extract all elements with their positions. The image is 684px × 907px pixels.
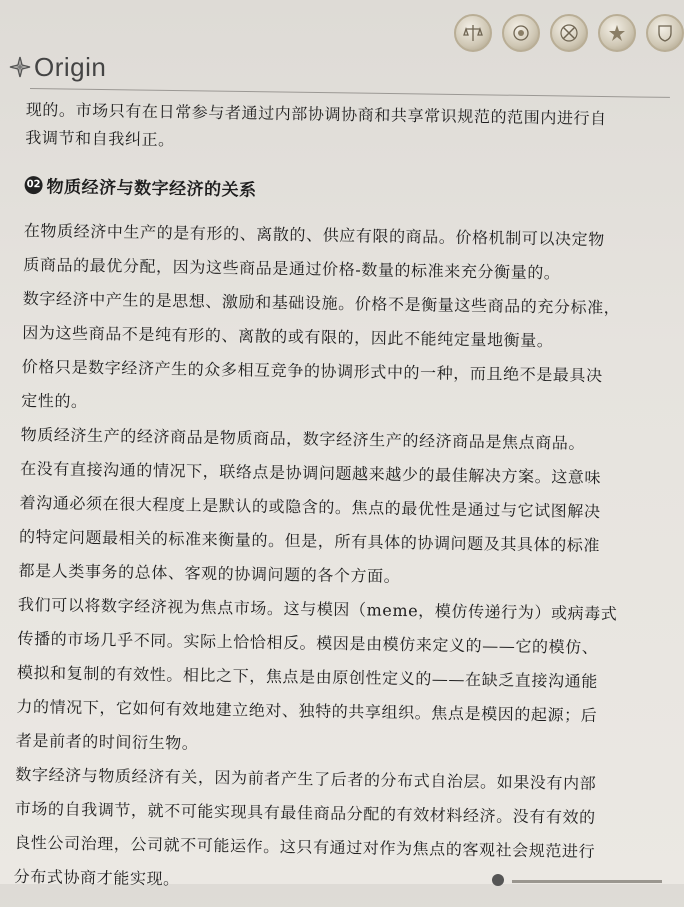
text-line: 者是前者的时间衍生物。 <box>15 730 199 753</box>
section-heading <box>24 172 669 207</box>
logo-text: Origin <box>34 51 107 82</box>
intro-line-1: 现的。市场只有在日常参与者通过内部协调协商和共享常识规范的范围内进行自 <box>25 99 607 129</box>
seal-medal-icon <box>598 14 636 52</box>
text-line: 数字经济中产生的是思想、激励和基础设施。价格不是衡量这些商品的充分标准， <box>22 288 621 318</box>
origin-logo <box>8 52 106 82</box>
section-title: 物质经济与数字经济的关系 <box>46 177 257 201</box>
text-line: 质商品的最优分配，因为这些商品是通过价格-数量的标准来充分衡量的。 <box>23 254 561 283</box>
text-line: 数字经济与物质经济有关，因为前者产生了后者的分布式自治层。如果没有内部 <box>15 764 597 794</box>
intro-line-2: 我调节和自我纠正。 <box>25 127 175 150</box>
text-line: 价格只是数字经济产生的众多相互竞争的协调形式中的一种，而且绝不是最具决 <box>21 356 603 386</box>
text-line: 力的情况下，它如何有效地建立绝对、独特的共享组织。焦点是模因的起源；后 <box>16 696 598 726</box>
footer-bullet-icon <box>492 874 504 886</box>
text-line: 传播的市场几乎不同。实际上恰恰相反。模因是由模仿来定义的——它的模仿、 <box>17 628 599 658</box>
emblem-medal-icon <box>550 14 588 52</box>
text-line: 我们可以将数字经济视为焦点市场。这与模因（meme，模仿传递行为）或病毒式 <box>17 594 618 624</box>
text-line: 着沟通必须在很大程度上是默认的或隐含的。焦点的最优性是通过与它试图解决 <box>19 492 601 522</box>
section-number-badge: 02 <box>24 175 42 193</box>
text-line: 都是人类事务的总体、客观的协调问题的各个方面。 <box>18 560 401 586</box>
body-text <box>14 217 670 901</box>
footer-cropped-text <box>512 870 672 884</box>
page-header <box>0 0 684 100</box>
text-line: 在物质经济中生产的是有形的、离散的、供应有限的商品。价格机制可以决定物 <box>23 220 605 250</box>
header-rule <box>30 88 670 98</box>
page-content <box>13 96 671 907</box>
medal-row <box>444 8 684 58</box>
sparkle-logo-icon <box>8 55 32 79</box>
text-line: 的特定问题最相关的标准来衡量的。但是，所有具体的协调问题及其具体的标准 <box>18 526 601 556</box>
crest-medal-icon <box>646 14 684 52</box>
text-line: 分布式协商才能实现。 <box>13 866 180 889</box>
scales-medal-icon <box>454 14 492 52</box>
text-line: 市场的自我调节，就不可能实现具有最佳商品分配的有效材料经济。没有有效的 <box>14 798 596 828</box>
text-line: 因为这些商品不是纯有形的、离散的或有限的，因此不能纯定量地衡量。 <box>22 322 554 351</box>
coin-medal-icon <box>502 14 540 52</box>
text-line: 定性的。 <box>21 390 88 412</box>
text-line: 模拟和复制的有效性。相比之下，焦点是由原创性定义的——在缺乏直接沟通能 <box>16 662 599 692</box>
text-line: 在没有直接沟通的情况下，联络点是协调问题越来越少的最佳解决方案。这意味 <box>19 458 602 488</box>
text-line: 良性公司治理，公司就不可能运作。这只有通过对作为焦点的客观社会规范进行 <box>14 832 596 862</box>
text-line: 物质经济生产的经济商品是物质商品，数字经济生产的经济商品是焦点商品。 <box>20 424 586 453</box>
